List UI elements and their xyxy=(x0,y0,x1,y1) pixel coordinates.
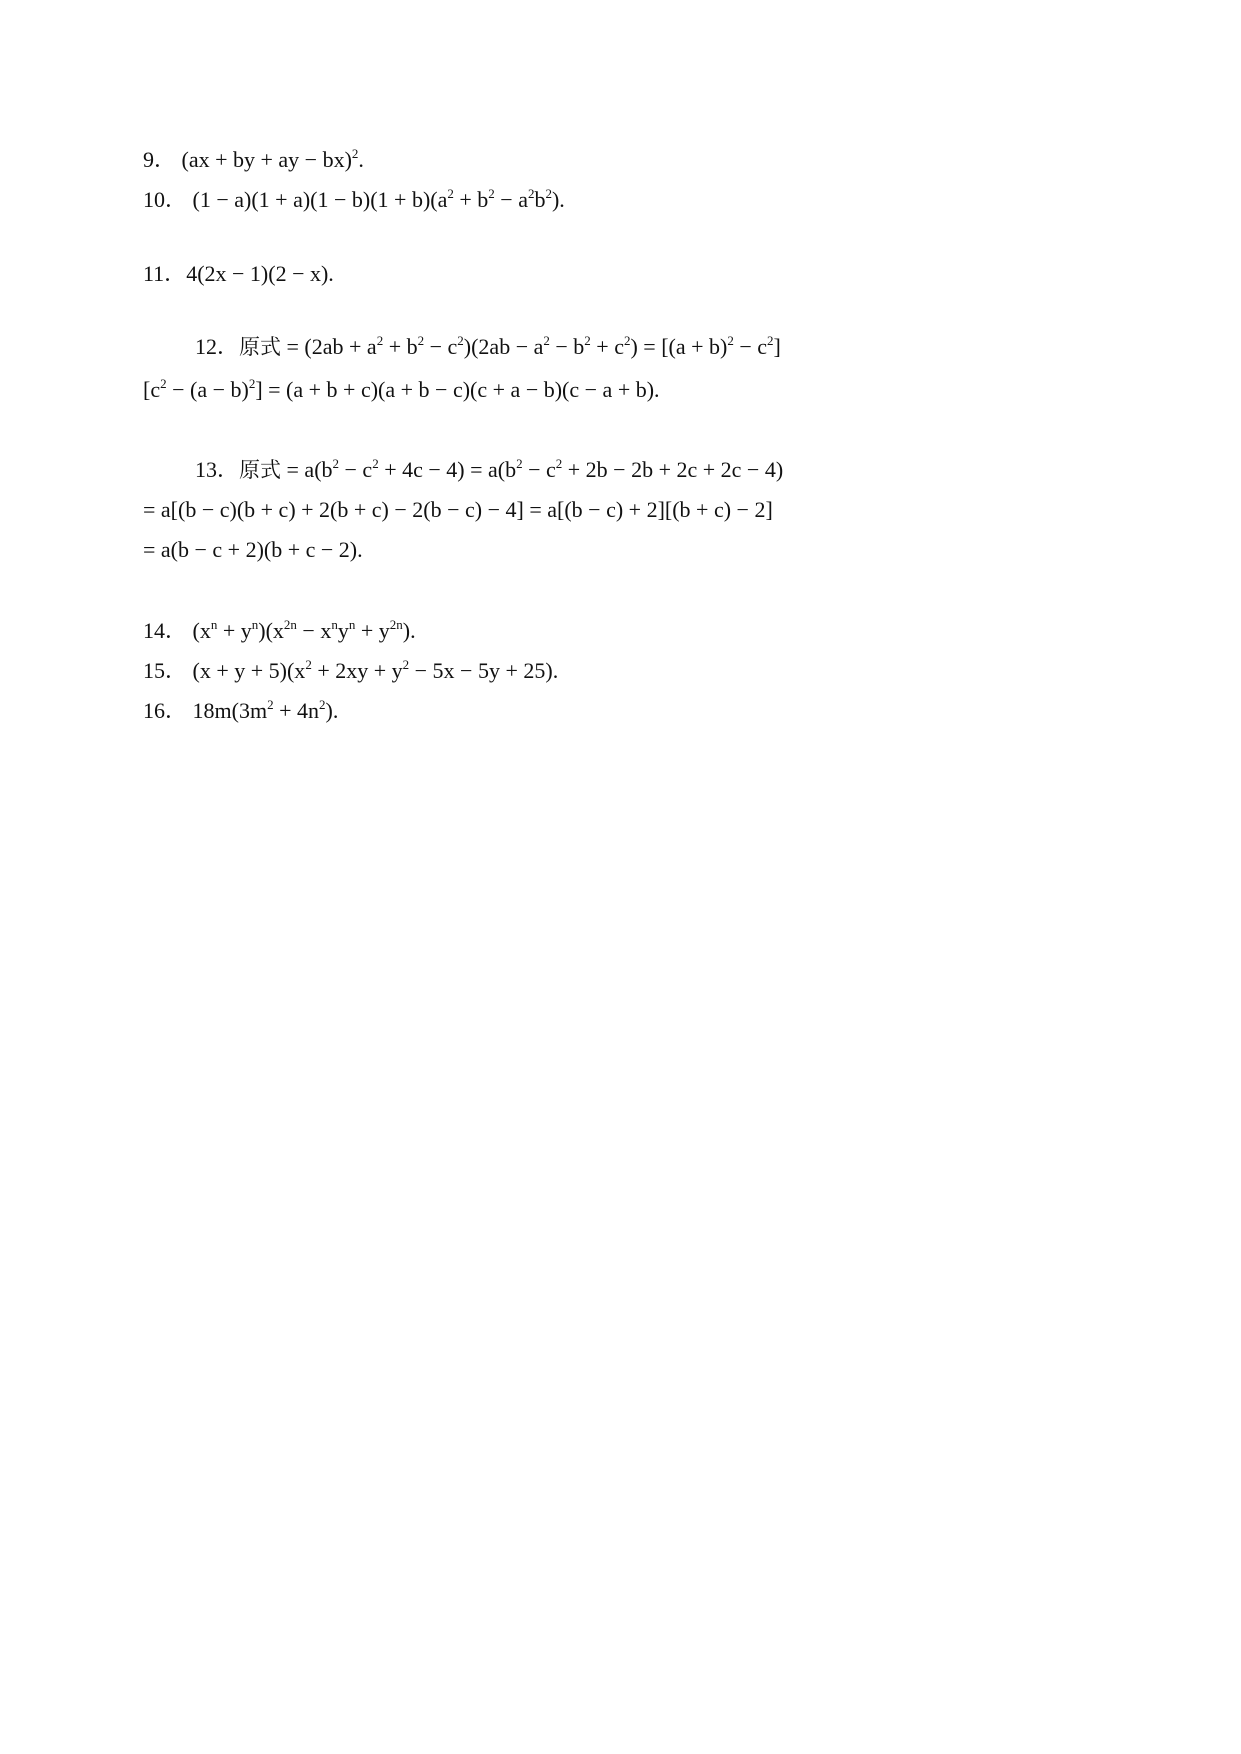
answer-12-line-2 xyxy=(132,348,660,404)
expression: 4(2x − 1)(2 − x). xyxy=(186,261,334,286)
expression: $(1 - a)(1 + a)(1 - b)(1 + b)(a^2 + b^2 - a^2b^2)$. xyxy=(192,186,565,212)
item-number: 15． xyxy=(143,658,188,683)
item-number: 11． xyxy=(143,261,187,286)
answer-16 xyxy=(132,669,338,725)
original-expression-label: 原式 xyxy=(239,335,282,359)
expression: (ax + by + ay − bx)$^2$. xyxy=(181,146,364,172)
expression: = $(2ab + a^2 + b^2 - c^2)(2ab - a^2 - b^2 + c^2) = [(a + b)^2 - c^2]$ xyxy=(281,333,781,359)
expression: $(x^n + y^n)(x^{2n} - x^ny^n + y^{2n})$. xyxy=(192,617,416,643)
answer-11 xyxy=(132,232,334,288)
item-number: 10． xyxy=(143,187,188,212)
answer-10 xyxy=(132,158,565,214)
item-number: 13． xyxy=(195,457,240,482)
expression: $(x + y + 5)(x^2 + 2xy + y^2 - 5x - 5y + 25)$. xyxy=(192,657,559,683)
expression: = $a(b^2 - c^2 + 4c - 4) = a(b^2 - c^2 + 2b - 2b + 2c + 2c - 4)$ xyxy=(281,456,784,482)
item-number: 14． xyxy=(143,618,188,643)
answer-13-line-3 xyxy=(132,508,363,564)
original-expression-label: 原式 xyxy=(239,458,282,482)
item-number: 16． xyxy=(143,698,188,723)
item-number: 9． xyxy=(143,147,177,172)
expression: $18m(3m^2 + 4n^2)$. xyxy=(192,697,339,723)
expression: $[c^2 - (a - b)^2] = (a + b + c)(a + b - c)(c + a - b)(c - a + b)$. xyxy=(143,376,660,402)
expression: = a[(b − c)(b + c) + 2(b + c) − 2(b − c) − 4] = a[(b − c) + 2][(b + c) − 2] xyxy=(143,497,773,522)
item-number: 12． xyxy=(195,334,240,359)
expression: = a(b − c + 2)(b + c − 2). xyxy=(143,537,363,562)
